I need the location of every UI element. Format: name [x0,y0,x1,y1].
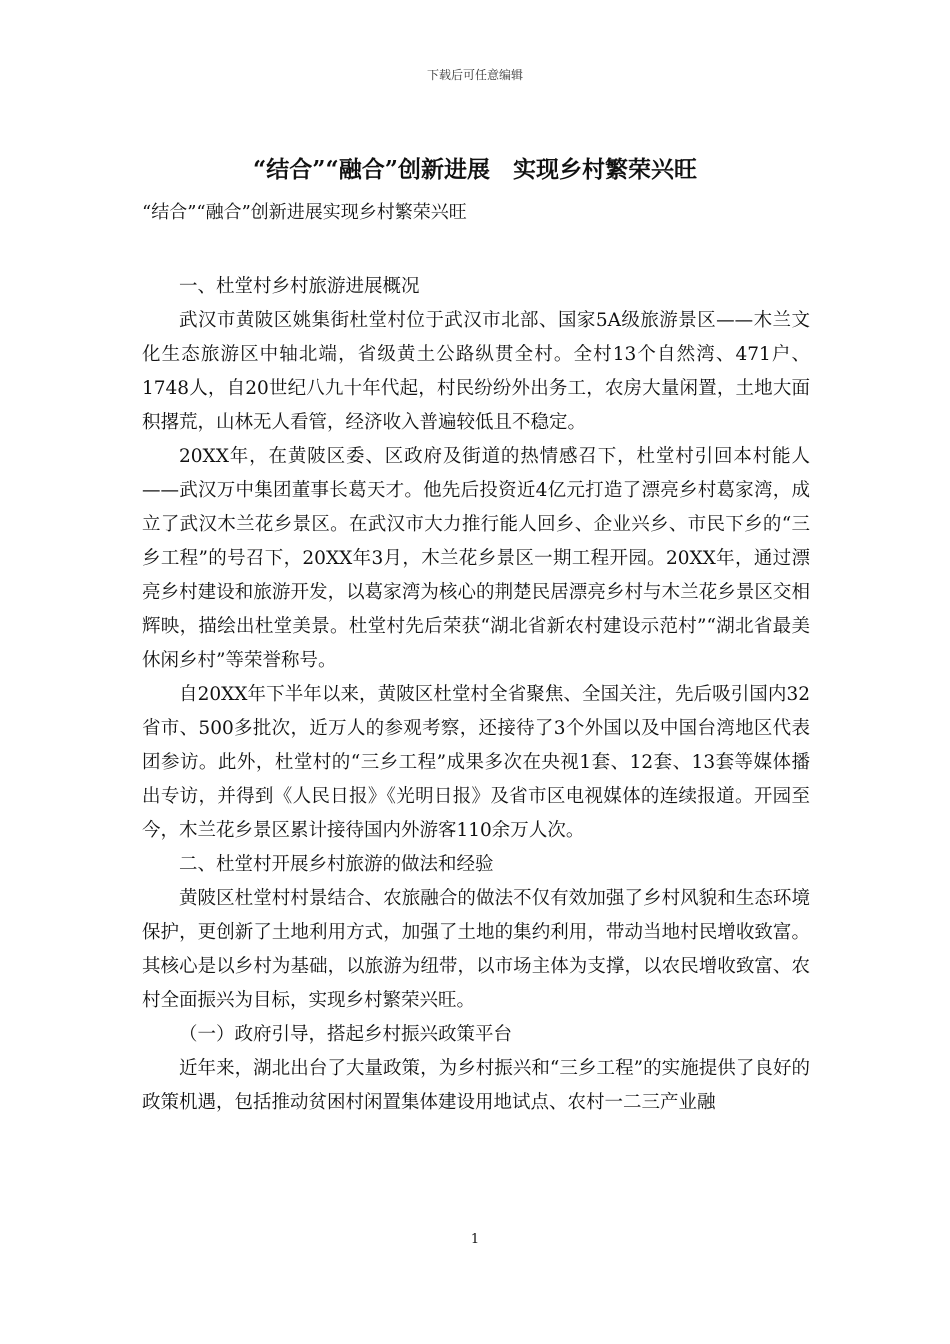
document-subtitle: “结合”“融合”创新进展实现乡村繁荣兴旺 [142,202,467,223]
paragraph: 近年来，湖北出台了大量政策，为乡村振兴和“三乡工程”的实施提供了良好的政策机遇，包括推动贫困村闲置集体建设用地试点、农村一二三产业融 [142,1058,810,1113]
section-heading-2: 二、杜堂村开展乡村旅游的做法和经验 [179,854,494,875]
document-title: “结合”“融合”创新进展 实现乡村繁荣兴旺 [253,156,697,183]
section-heading-1: 一、杜堂村乡村旅游进展概况 [179,276,420,297]
header-note: 下载后可任意编辑 [426,68,523,82]
subsection-heading-1: （一）政府引导，搭起乡村振兴政策平台 [179,1024,513,1045]
paragraph: 黄陂区杜堂村村景结合、农旅融合的做法不仅有效加强了乡村风貌和生态环境保护，更创新了土地利用方式，加强了土地的集约利用，带动当地村民增收致富。其核心是以乡村为基础，以旅游为纽带，以市场主体为支撑，以农民增收致富、农村全面振兴为目标，实现乡村繁荣兴旺。 [142,888,810,1011]
paragraph: 20XX年，在黄陂区委、区政府及街道的热情感召下，杜堂村引回本村能人——武汉万中集团董事长葛天才。他先后投资近4亿元打造了漂亮乡村葛家湾，成立了武汉木兰花乡景区。在武汉市大力推行能人回乡、企业兴乡、市民下乡的“三乡工程”的号召下，20XX年3月，木兰花乡景区一期工程开园。20XX年，通过漂亮乡村建设和旅游开发，以葛家湾为核心的荆楚民居漂亮乡村与木兰花乡景区交相辉映，描绘出杜堂美景。杜堂村先后荣获“湖北省新农村建设示范村”“湖北省最美休闲乡村”等荣誉称号。 [142,446,810,671]
document-body [142,270,810,1120]
paragraph: 自20XX年下半年以来，黄陂区杜堂村全省聚焦、全国关注，先后吸引国内32省市、500多批次，近万人的参观考察，还接待了3个外国以及中国台湾地区代表团参访。此外，杜堂村的“三乡工程”成果多次在央视1套、12套、13套等媒体播出专访，并得到《人民日报》《光明日报》及省市区电视媒体的连续报道。开园至今，木兰花乡景区累计接待国内外游客110余万人次。 [142,684,810,841]
page-number: 1 [470,1232,480,1247]
paragraph: 武汉市黄陂区姚集街杜堂村位于武汉市北部、国家5A级旅游景区——木兰文化生态旅游区中轴北端，省级黄土公路纵贯全村。全村13个自然湾、471户、1748人，自20世纪八九十年代起，村民纷纷外出务工，农房大量闲置，土地大面积撂荒，山林无人看管，经济收入普遍较低且不稳定。 [142,310,810,433]
